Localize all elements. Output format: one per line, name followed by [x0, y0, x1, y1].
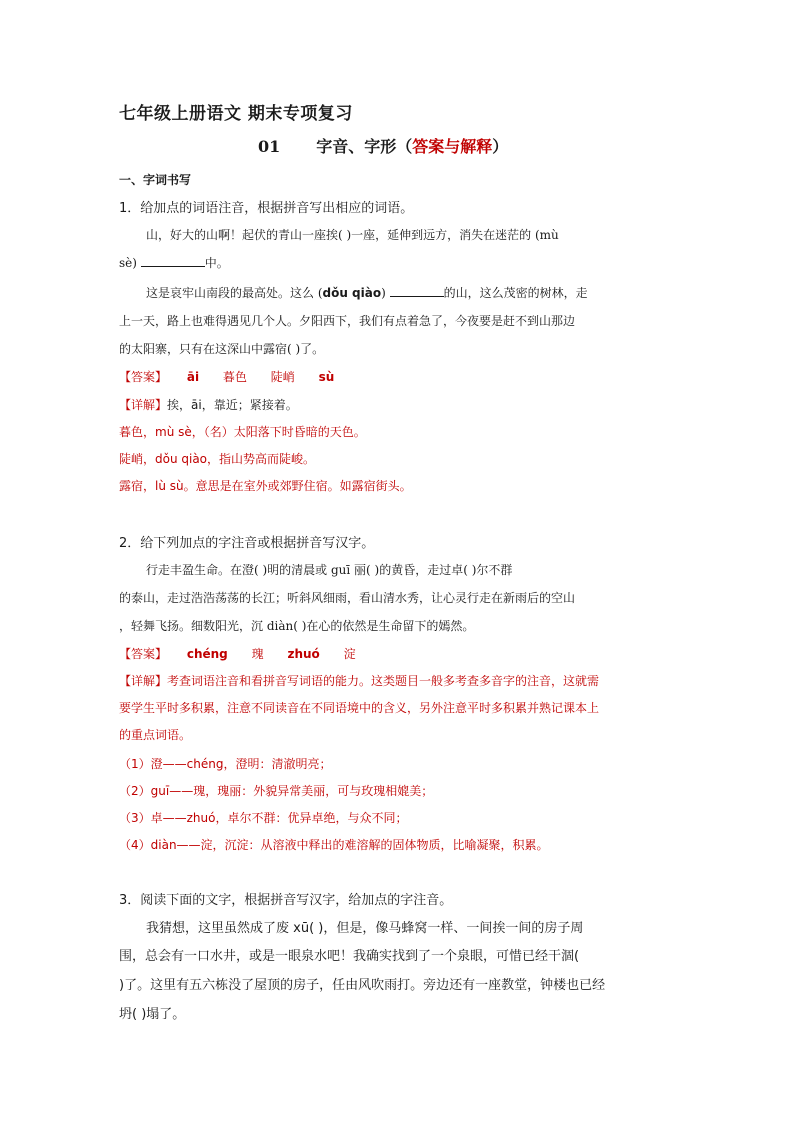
- q1-passage-line: 上一天，路上也难得遇见几个人。夕阳西下，我们有点着急了，今夜要是赶不到山那边: [119, 314, 576, 328]
- q2-answer: 【答案】 chéng 瑰 zhuó 淀: [119, 647, 356, 661]
- explain-label: 【详解】: [119, 398, 168, 412]
- q2-prompt: 2．给下列加点的字注音或根据拼音写汉字。: [119, 536, 375, 551]
- q1-answer: 【答案】 āi 暮色 陡峭 sù: [119, 370, 335, 384]
- subtitle-end: ）: [492, 137, 509, 156]
- q3-passage-line: )了。这里有五六栋没了屋顶的房子，任由风吹雨打。旁边还有一座教堂，钟楼也已经: [119, 978, 606, 993]
- q2-passage-line: 的泰山，走过浩浩荡荡的长江；听斜风细雨，看山清水秀，让心灵行走在新雨后的空山: [119, 591, 576, 605]
- q3-passage-line: 坍( )塌了。: [119, 1007, 186, 1022]
- q1-prompt: 1．给加点的词语注音，根据拼音写出相应的词语。: [119, 201, 414, 216]
- q2-explain-line: 【详解】考查词语注音和看拼音写词语的能力。这类题目一般多考查多音字的注音，这就需: [119, 674, 600, 688]
- q2-explain-item: （3）卓——zhuó，卓尔不群：优异卓绝，与众不同；: [119, 811, 408, 825]
- subtitle-number: 01: [258, 137, 281, 156]
- document-subtitle: [258, 134, 508, 157]
- q2-explain-line: 要学生平时多积累，注意不同读音在不同语境中的含义，另外注意平时多积累并熟记课本上: [119, 701, 600, 715]
- answer-label: 【答案】: [119, 647, 168, 661]
- q3-passage-line: 围，总会有一口水井，或是一眼泉水吧！我确实找到了一个泉眼，可惜已经干涸(: [119, 949, 580, 964]
- q2-passage-line: ，轻舞飞扬。细数阳光，沉 diàn( )在心的依然是生命留下的嫣然。: [119, 619, 475, 633]
- q1-passage-line: sè) 中。: [119, 256, 229, 270]
- subtitle-answer-label: 答案与解释: [412, 137, 493, 156]
- subtitle-text: 字音、字形（: [316, 137, 413, 156]
- q2-explain-line: 的重点词语。: [119, 728, 192, 742]
- q2-explain-item: （1）澄——chéng，澄明：清澈明亮；: [119, 757, 332, 771]
- document-title: 七年级上册语文 期末专项复习: [119, 104, 353, 124]
- answer-blank[interactable]: [141, 254, 205, 267]
- answer-label: 【答案】: [119, 370, 168, 384]
- q1-explain: 【详解】挨，āi，靠近；紧接着。: [119, 398, 298, 412]
- q2-passage-line: 行走丰盈生命。在澄( )明的清晨或 guī 丽( )的黄昏，走过卓( )尔不群: [146, 563, 513, 577]
- q1-passage-line: 山，好大的山啊！起伏的青山一座挨( )一座，延伸到远方，消失在迷茫的 (mù: [146, 228, 559, 242]
- q2-explain-item: （2）guī——瑰，瑰丽：外貌异常美丽，可与玫瑰相媲美；: [119, 784, 434, 798]
- q1-passage-line: 的太阳寨，只有在这深山中露宿( )了。: [119, 342, 325, 356]
- q1-explain-line: 陡峭，dǒu qiào，指山势高而陡峻。: [119, 452, 316, 466]
- q1-explain-line: 露宿，lù sù。意思是在室外或郊野住宿。如露宿街头。: [119, 479, 412, 493]
- q1-explain-line: 暮色，mù sè，（名）太阳落下时昏暗的天色。: [119, 425, 366, 439]
- explain-label: 【详解】: [119, 674, 168, 688]
- q1-passage-line: 这是哀牢山南段的最高处。这么 (dǒu qiào) 的山，这么茂密的树林，走: [146, 286, 588, 300]
- answer-blank[interactable]: [390, 284, 444, 297]
- q3-prompt: 3．阅读下面的文字，根据拼音写汉字，给加点的字注音。: [119, 893, 453, 908]
- section-heading: 一、字词书写: [119, 173, 192, 187]
- q2-explain-item: （4）diàn——淀，沉淀：从溶液中释出的难溶解的固体物质，比喻凝聚，积累。: [119, 838, 549, 852]
- q3-passage-line: 我猜想，这里虽然成了废 xū( )，但是，像马蜂窝一样、一间挨一间的房子周: [146, 921, 584, 936]
